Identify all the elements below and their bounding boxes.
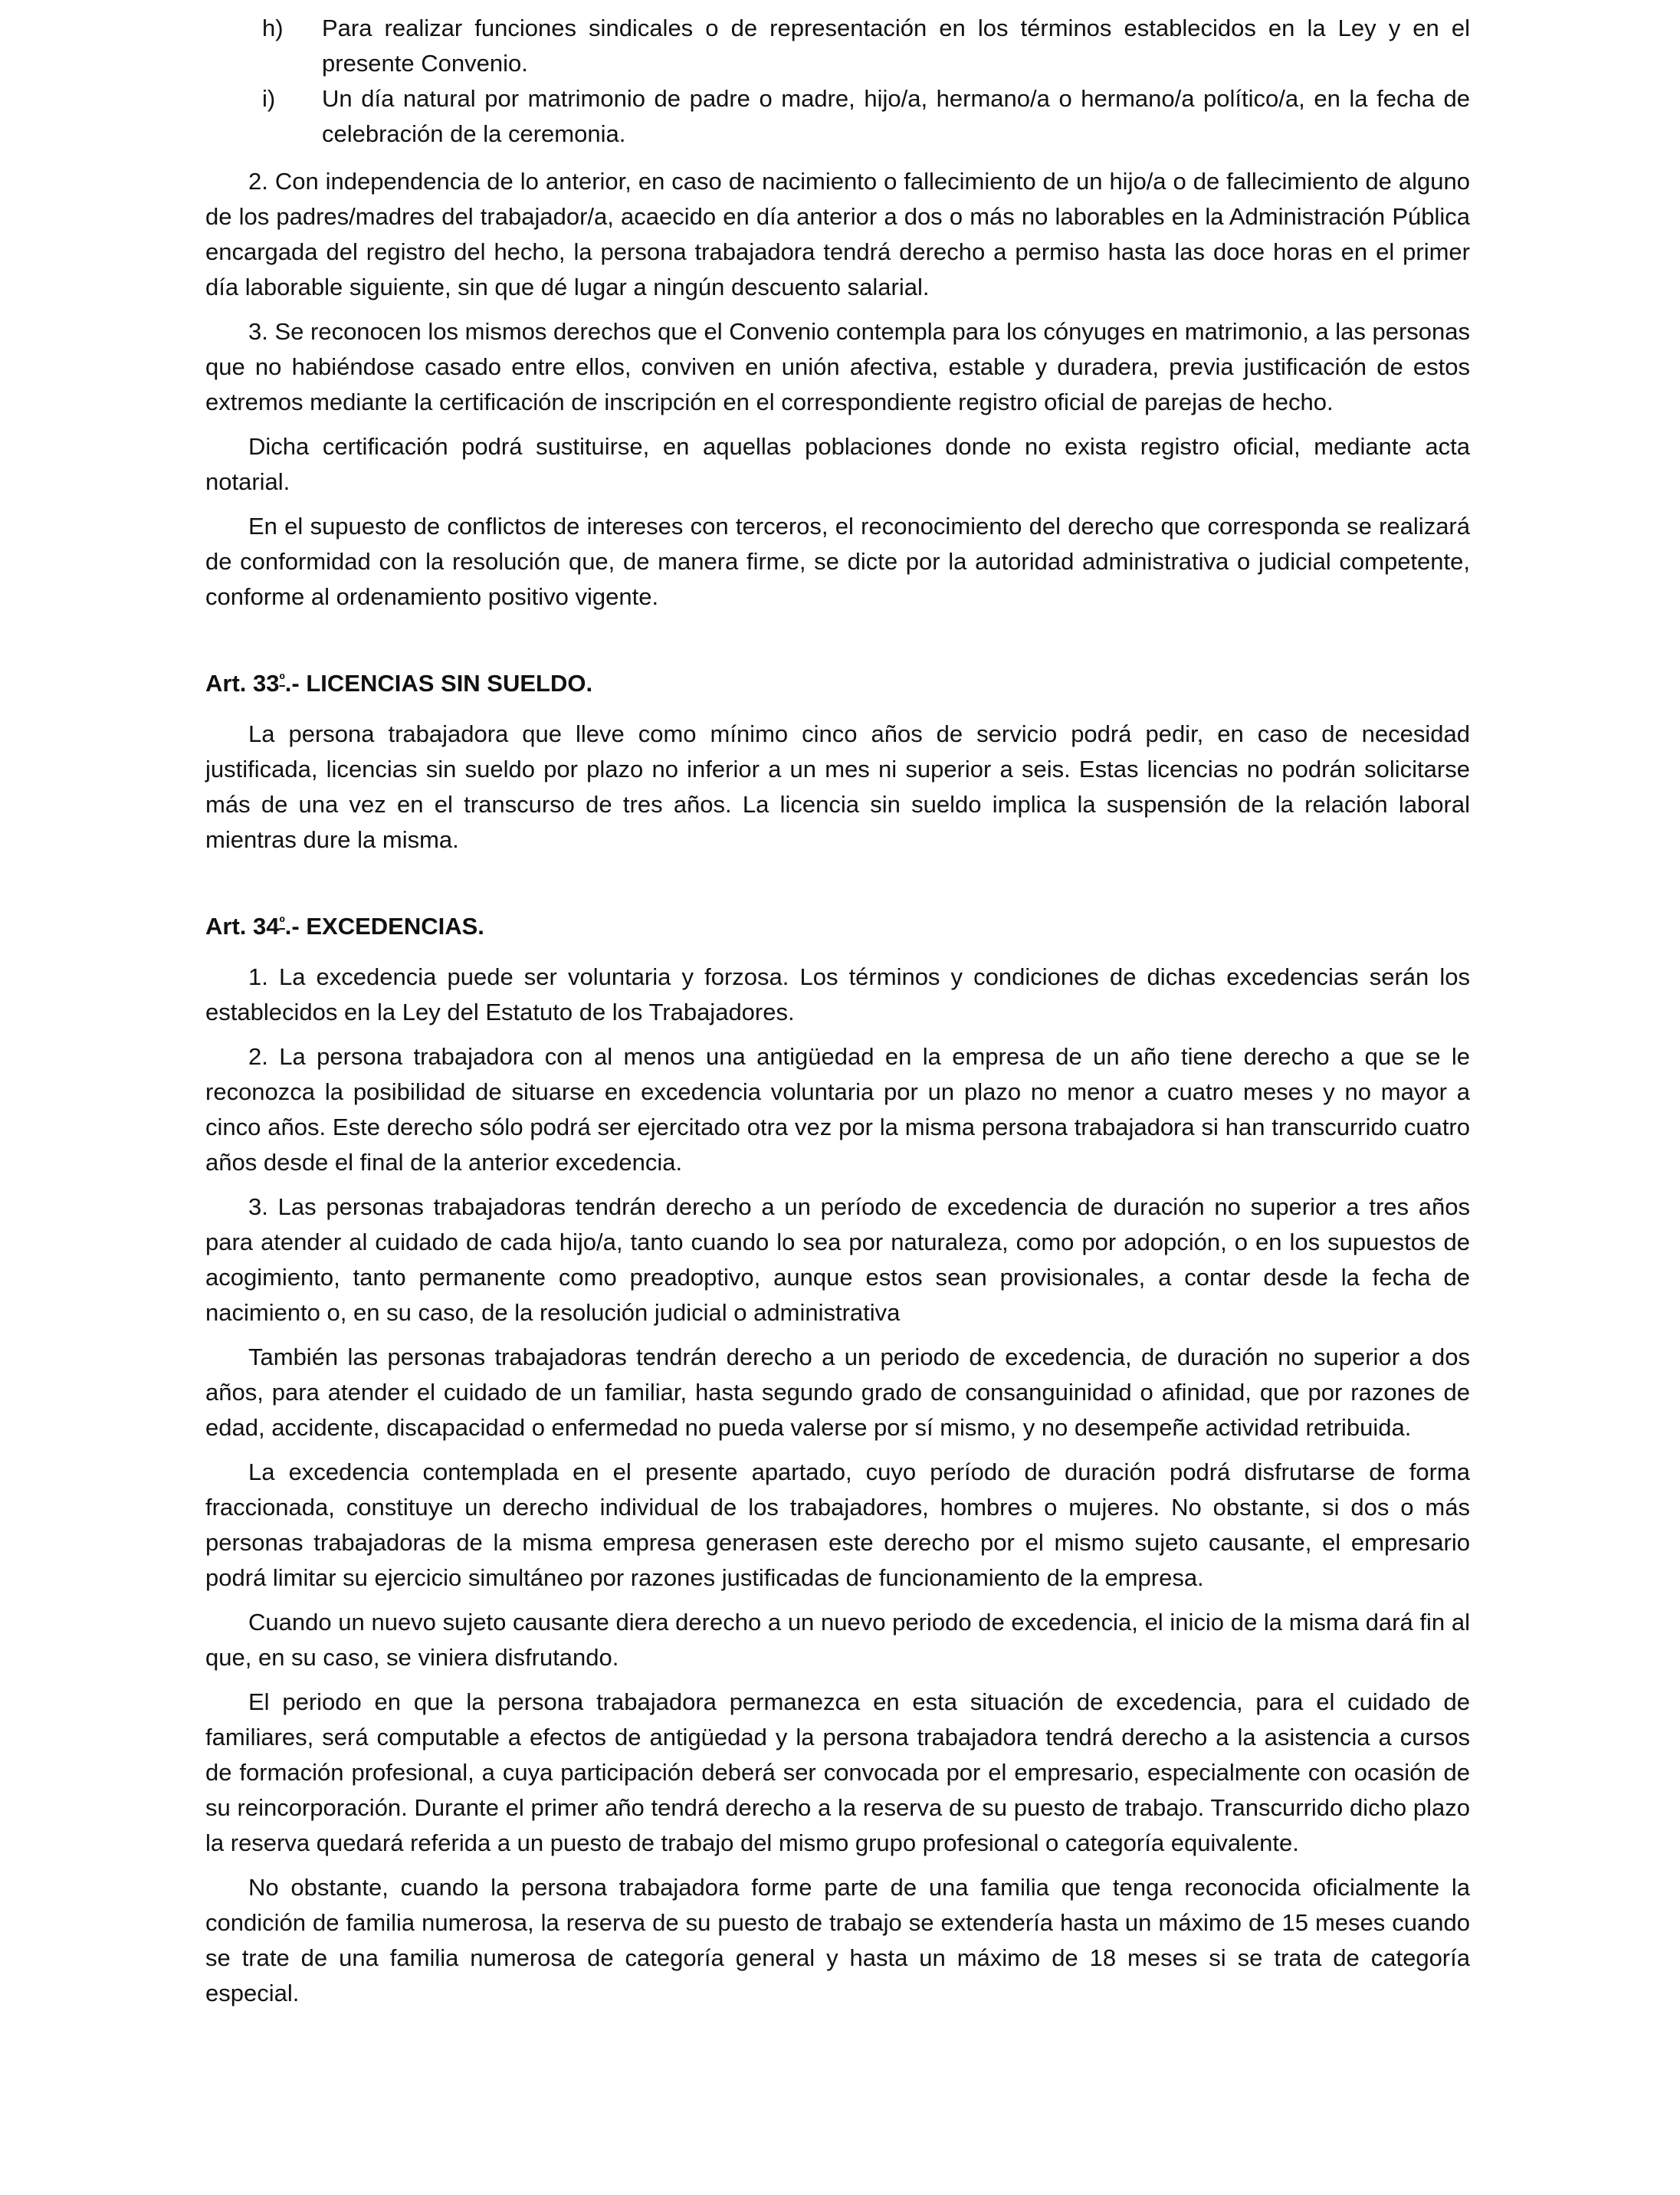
paragraph: 2. La persona trabajadora con al menos una antigüedad en la empresa de un año tiene derecho a que se le reconozca la posibilidad de situarse en excedencia voluntaria por un plazo no menor a cuatro meses y no mayor a cinco años. Este derecho sólo podrá ser ejercitado otra vez por la misma persona trabajadora si han transcurrido cuatro años desde el final de la anterior excedencia.: [205, 1043, 1470, 1176]
list-item-text: Un día natural por matrimonio de padre o madre, hijo/a, hermano/a o hermano/a político/a, en la fecha de celebración de la ceremonia.: [322, 85, 1470, 147]
paragraph: Dicha certificación podrá sustituirse, en aquellas poblaciones donde no exista registro oficial, mediante acta notarial.: [205, 433, 1470, 495]
list-marker: i): [262, 85, 276, 112]
paragraph: Cuando un nuevo sujeto causante diera derecho a un nuevo periodo de excedencia, el inicio de la misma dará fin al que, en su caso, se viniera disfrutando.: [205, 1609, 1470, 1671]
heading-ordinal: º: [279, 671, 285, 688]
article-34-heading: [205, 905, 1470, 944]
paragraph: En el supuesto de conflictos de intereses con terceros, el reconocimiento del derecho que corresponda se realizará de conformidad con la resolución que, de manera firme, se dicte por la autoridad administrativa o judicial competente, conforme al ordenamiento positivo vigente.: [205, 513, 1470, 610]
list-item-i: [205, 81, 1470, 152]
paragraph: La excedencia contemplada en el presente apartado, cuyo período de duración podrá disfrutarse de forma fraccionada, constituye un derecho individual de los trabajadores, hombres o mujeres. No obstante, si dos o más personas trabajadoras de la misma empresa generasen este derecho por el mismo sujeto causante, el empresario podrá limitar su ejercicio simultáneo por razones justificadas de funcionamiento de la empresa.: [205, 1458, 1470, 1591]
paragraph: 2. Con independencia de lo anterior, en caso de nacimiento o fallecimiento de un hijo/a o de fallecimiento de alguno de los padres/madres del trabajador/a, acaecido en día anterior a dos o más no laborables en la Administración Pública encargada del registro del hecho, la persona trabajadora tendrá derecho a permiso hasta las doce horas en el primer día laborable siguiente, sin que dé lugar a ningún descuento salarial.: [205, 168, 1470, 300]
heading-prefix: Art. 33: [205, 670, 280, 697]
paragraph: También las personas trabajadoras tendrán derecho a un periodo de excedencia, de duración no superior a dos años, para atender el cuidado de un familiar, hasta segundo grado de consanguinidad o afinidad, que por razones de edad, accidente, discapacidad o enfermedad no pueda valerse por sí mismo, y no desempeñe actividad retribuida.: [205, 1344, 1470, 1441]
article-33-heading: [205, 662, 1470, 701]
heading-prefix: Art. 34: [205, 913, 280, 940]
list-item-text: Para realizar funciones sindicales o de representación en los términos establecidos en la Ley y en el presente Convenio.: [322, 15, 1470, 77]
document-page: [205, 11, 1470, 2011]
paragraph: 1. La excedencia puede ser voluntaria y forzosa. Los términos y condiciones de dichas excedencias serán los establecidos en la Ley del Estatuto de los Trabajadores.: [205, 963, 1470, 1025]
heading-suffix: .- EXCEDENCIAS.: [284, 913, 484, 940]
paragraph: La persona trabajadora que lleve como mínimo cinco años de servicio podrá pedir, en caso de necesidad justificada, licencias sin sueldo por plazo no inferior a un mes ni superior a seis. Estas licencias no podrán solicitarse más de una vez en el transcurso de tres años. La licencia sin sueldo implica la suspensión de la relación laboral mientras dure la misma.: [205, 720, 1470, 853]
paragraph: El periodo en que la persona trabajadora permanezca en esta situación de excedencia, para el cuidado de familiares, será computable a efectos de antigüedad y la persona trabajadora tendrá derecho a la asistencia a cursos de formación profesional, a cuya participación deberá ser convocada por el empresario, especialmente con ocasión de su reincorporación. Durante el primer año tendrá derecho a la reserva de su puesto de trabajo. Transcurrido dicho plazo la reserva quedará referida a un puesto de trabajo del mismo grupo profesional o categoría equivalente.: [205, 1688, 1470, 1856]
heading-suffix: .- LICENCIAS SIN SUELDO.: [284, 670, 593, 697]
heading-ordinal: º: [279, 914, 285, 931]
list-item-h: [205, 11, 1470, 81]
paragraph: 3. Se reconocen los mismos derechos que el Convenio contempla para los cónyuges en matrimonio, a las personas que no habiéndose casado entre ellos, conviven en unión afectiva, estable y duradera, previa justificación de estos extremos mediante la certificación de inscripción en el correspondiente registro oficial de parejas de hecho.: [205, 318, 1470, 415]
list-marker: h): [262, 15, 284, 41]
paragraph: No obstante, cuando la persona trabajadora forme parte de una familia que tenga reconocida oficialmente la condición de familia numerosa, la reserva de su puesto de trabajo se extendería hasta un máximo de 15 meses cuando se trate de una familia numerosa de categoría general y hasta un máximo de 18 meses si se trata de categoría especial.: [205, 1874, 1470, 2006]
paragraph: 3. Las personas trabajadoras tendrán derecho a un período de excedencia de duración no superior a tres años para atender al cuidado de cada hijo/a, tanto cuando lo sea por naturaleza, como por adopción, o en los supuestos de acogimiento, tanto permanente como preadoptivo, aunque estos sean provisionales, a contar desde la fecha de nacimiento o, en su caso, de la resolución judicial o administrativa: [205, 1193, 1470, 1326]
